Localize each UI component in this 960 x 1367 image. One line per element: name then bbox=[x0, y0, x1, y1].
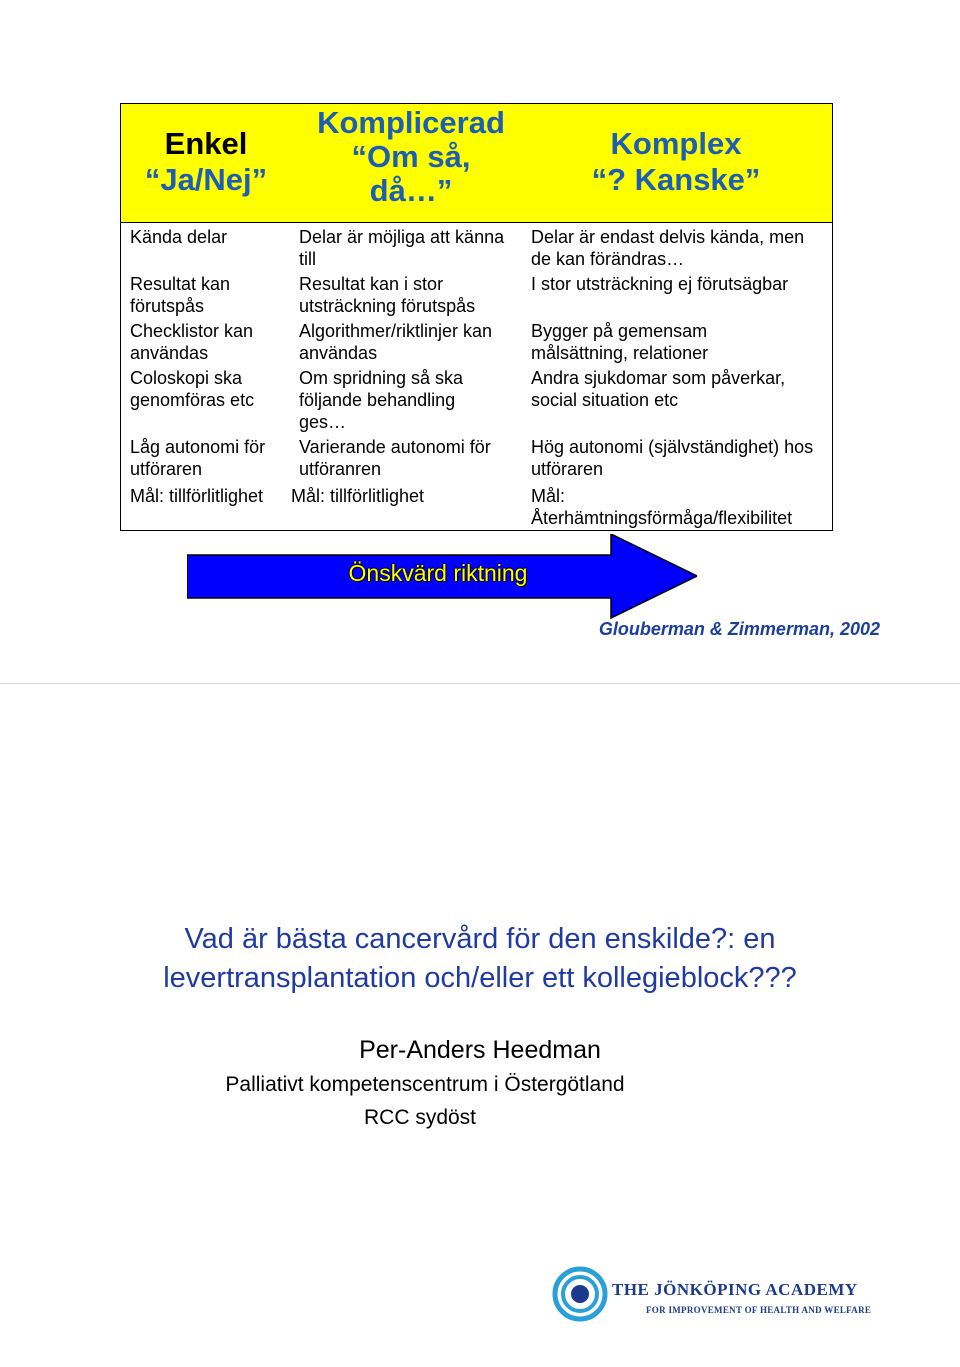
header-enkel-title: Enkel bbox=[164, 126, 248, 161]
row3-col2: Algorithmer/riktlinjer kan användas bbox=[299, 321, 493, 363]
row5-col3: Hög autonomi (självständighet) hos utföraren bbox=[531, 437, 814, 479]
row5-col2: Varierande autonomi för utföranren bbox=[299, 437, 491, 479]
row2-col2: Resultat kan i stor utsträckning förutspås bbox=[299, 274, 476, 316]
slide-title: Vad är bästa cancervård för den enskilde?: en levertransplantation och/eller ett kollegieblock??? bbox=[163, 923, 797, 994]
row4-col3: Andra sjukdomar som påverkar, social situation etc bbox=[531, 368, 786, 410]
logo-tagline: FOR IMPROVEMENT OF HEALTH AND WELFARE bbox=[646, 1305, 872, 1315]
logo-text: THE JÖNKÖPING ACADEMY bbox=[612, 1280, 858, 1299]
row6-col2: Mål: tillförlitlighet bbox=[291, 486, 425, 506]
author-name: Per-Anders Heedman bbox=[359, 1036, 601, 1064]
table-header-row bbox=[121, 104, 832, 223]
header-komplicerad bbox=[296, 106, 526, 208]
header-enkel bbox=[131, 126, 281, 198]
row1-col2: Delar är möjliga att känna till bbox=[299, 227, 505, 269]
header-komplicerad-title: Komplicerad bbox=[317, 105, 505, 140]
row3-col3: Bygger på gemensam målsättning, relationer bbox=[531, 321, 709, 363]
row3-col1: Checklistor kan användas bbox=[130, 321, 254, 363]
unit-name: RCC sydöst bbox=[363, 1106, 477, 1129]
row6-col3: Mål: Återhämtningsförmåga/flexibilitet bbox=[531, 486, 793, 528]
header-komplex bbox=[541, 126, 811, 198]
row2-col1: Resultat kan förutspås bbox=[130, 274, 231, 316]
academy-logo-icon bbox=[552, 1266, 608, 1322]
header-komplex-title: Komplex bbox=[610, 126, 742, 161]
row1-col1: Kända delar bbox=[130, 227, 228, 247]
arrow-label: Önskvärd riktning bbox=[348, 560, 528, 586]
row4-col1: Coloskopi ska genomföras etc bbox=[130, 368, 255, 410]
comparison-table bbox=[120, 103, 833, 531]
header-komplex-subtitle: “? Kanske” bbox=[591, 162, 761, 197]
header-komplicerad-subtitle-1: “Om så, bbox=[351, 139, 471, 174]
row4-col2: Om spridning så ska följande behandling ges… bbox=[299, 368, 464, 432]
row6-col1: Mål: tillförlitlighet bbox=[130, 486, 264, 506]
header-komplicerad-subtitle-2: då…” bbox=[369, 173, 453, 208]
row5-col1: Låg autonomi för utföraren bbox=[130, 437, 266, 479]
header-enkel-subtitle: “Ja/Nej” bbox=[144, 162, 268, 197]
slide-divider bbox=[0, 683, 960, 684]
organization: Palliativt kompetenscentrum i Östergötland bbox=[225, 1073, 625, 1096]
citation: Glouberman & Zimmerman, 2002 bbox=[598, 619, 880, 639]
row2-col3: I stor utsträckning ej förutsägbar bbox=[531, 274, 789, 294]
row1-col3: Delar är endast delvis kända, men de kan förändras… bbox=[531, 227, 805, 269]
